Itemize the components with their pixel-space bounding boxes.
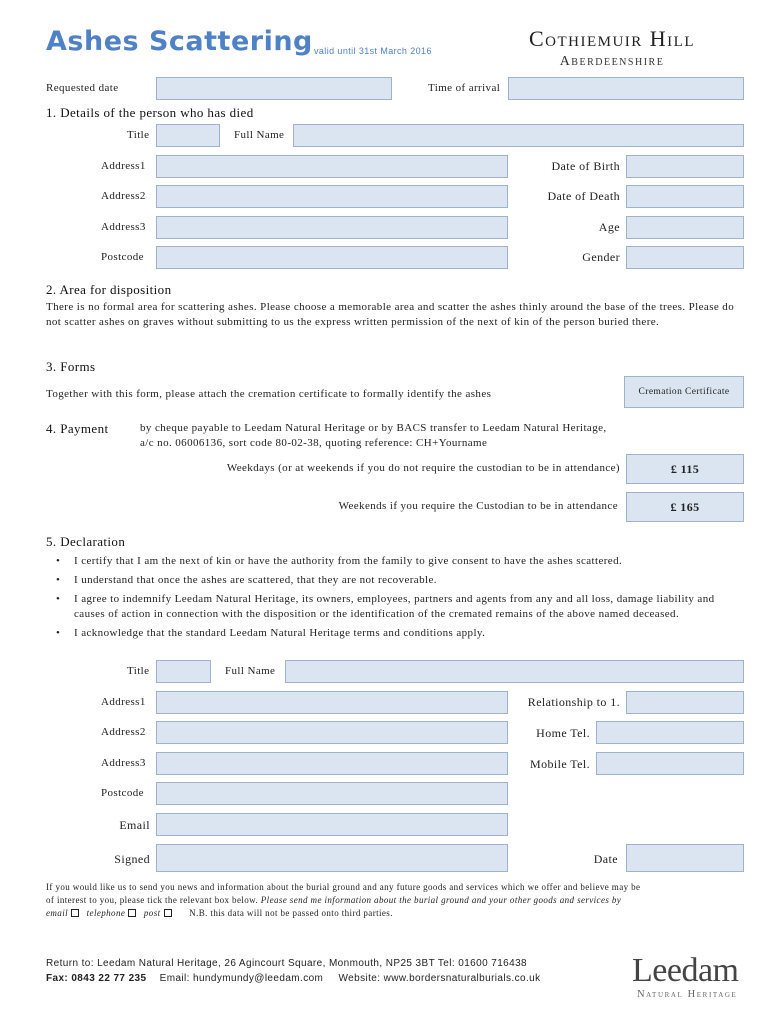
site-region: Aberdeenshire: [559, 54, 665, 69]
telephone-option-label: telephone: [86, 908, 126, 918]
relationship-field[interactable]: [626, 691, 744, 714]
deceased-address2-label: Address2: [101, 190, 146, 202]
deceased-postcode-label: Postcode: [101, 251, 144, 263]
time-of-arrival-field[interactable]: [508, 77, 744, 100]
return-address: Return to: Leedam Natural Heritage, 26 Agincourt Square, Monmouth, NP25 3BT Tel: 01600 716438: [46, 958, 527, 969]
relationship-label: Relationship to 1.: [527, 695, 620, 709]
deceased-postcode-field[interactable]: [156, 246, 508, 269]
declaration-item: • I acknowledge that the standard Leedam Natural Heritage terms and conditions apply.: [56, 627, 486, 639]
site-name: Cothiemuir Hill: [528, 26, 696, 51]
section4-heading: 4. Payment: [46, 421, 109, 436]
date-label: Date: [593, 852, 618, 866]
footer-contacts: [46, 973, 541, 984]
payment-line2: a/c no. 06006136, sort code 80-02-38, quoting reference: CH+Yourname: [140, 437, 488, 449]
declaration-list: [52, 554, 742, 645]
applicant-address1-label: Address1: [101, 696, 146, 708]
post-option-label: post: [143, 908, 161, 918]
dod-label: Date of Death: [547, 189, 620, 203]
requested-date-field[interactable]: [156, 77, 392, 100]
valid-until: valid until 31st March 2016: [314, 46, 432, 56]
applicant-address1-field[interactable]: [156, 691, 508, 714]
section2-text: There is no formal area for scattering ashes. Please choose a memorable area and scatter the ashes thinly around the base of the trees. Please do not scatter ashes on graves without submitting to us the express written permission of the next of kin of the person buried there.: [46, 301, 735, 328]
mobile-tel-label: Mobile Tel.: [530, 757, 590, 771]
gender-label: Gender: [582, 250, 620, 264]
applicant-fullname-label: Full Name: [225, 665, 276, 677]
applicant-title-label: Title: [127, 665, 150, 677]
marketing-options: [46, 907, 736, 920]
mobile-tel-field[interactable]: [596, 752, 744, 775]
form-title: Ashes Scattering: [46, 26, 313, 57]
weekend-price[interactable]: £ 165: [626, 492, 744, 522]
deceased-address1-label: Address1: [101, 160, 146, 172]
email-option-label: email: [46, 908, 68, 918]
section1-heading: 1. Details of the person who has died: [46, 105, 254, 120]
leedam-logo-subtitle: Natural Heritage: [637, 989, 738, 1000]
deceased-address3-label: Address3: [101, 221, 146, 233]
gender-field[interactable]: [626, 246, 744, 269]
telephone-checkbox[interactable]: [128, 909, 136, 917]
deceased-fullname-label: Full Name: [234, 129, 285, 141]
website[interactable]: Website: www.bordersnaturalburials.co.uk: [338, 973, 541, 984]
deceased-address1-field[interactable]: [156, 155, 508, 178]
home-tel-field[interactable]: [596, 721, 744, 744]
cremation-certificate-box[interactable]: Cremation Certificate: [624, 376, 744, 408]
marketing-line2: of interest to you, please tick the relevant box below. Please send me information about the burial ground and your other goods and services by: [46, 895, 622, 905]
applicant-title-field[interactable]: [156, 660, 211, 683]
dob-field[interactable]: [626, 155, 744, 178]
signature-field[interactable]: [156, 844, 508, 872]
marketing-request-text: Please send me information about the burial ground and your other goods and services by: [260, 895, 622, 905]
weekday-label: Weekdays (or at weekends if you do not require the custodian to be in attendance): [226, 462, 620, 474]
applicant-address2-field[interactable]: [156, 721, 508, 744]
deceased-title-label: Title: [127, 129, 150, 141]
section2-heading: 2. Area for disposition: [46, 282, 172, 297]
applicant-fullname-field[interactable]: [285, 660, 744, 683]
requested-date-label: Requested date: [46, 82, 119, 94]
weekend-label: Weekends if you require the Custodian to be in attendance: [338, 500, 618, 512]
contact-email[interactable]: Email: hundymundy@leedam.com: [159, 973, 324, 984]
declaration-item: • I certify that I am the next of kin or have the authority from the family to give consent to have the ashes scattered.: [56, 555, 623, 567]
age-field[interactable]: [626, 216, 744, 239]
email-label: Email: [119, 818, 150, 832]
applicant-address3-label: Address3: [101, 757, 146, 769]
leedam-logo: Leedam: [632, 952, 739, 989]
declaration-item: • I understand that once the ashes are scattered, that they are not recoverable.: [56, 574, 437, 586]
data-note: N.B. this data will not be passed onto third parties.: [189, 908, 393, 918]
email-field[interactable]: [156, 813, 508, 836]
declaration-item: • I agree to indemnify Leedam Natural Heritage, its owners, employees, partners and agents from any and all loss, damage liability and causes of action in connection with the disposition or the identification of the cremated remains of the above named deceased.: [56, 593, 715, 620]
dob-label: Date of Birth: [551, 159, 620, 173]
signed-label: Signed: [114, 852, 150, 866]
deceased-title-field[interactable]: [156, 124, 220, 147]
deceased-fullname-field[interactable]: [293, 124, 744, 147]
post-checkbox[interactable]: [164, 909, 172, 917]
date-field[interactable]: [626, 844, 744, 872]
payment-line1: by cheque payable to Leedam Natural Heritage or by BACS transfer to Leedam Natural Heritage,: [140, 422, 607, 434]
marketing-line1: If you would like us to send you news and information about the burial ground and any future goods and services which we offer and believe may be: [46, 882, 641, 892]
section3-text: Together with this form, please attach the cremation certificate to formally identify the ashes: [46, 388, 492, 400]
fax-number: Fax: 0843 22 77 235: [46, 973, 147, 984]
time-of-arrival-label: Time of arrival: [428, 82, 501, 94]
deceased-address2-field[interactable]: [156, 185, 508, 208]
section3-heading: 3. Forms: [46, 359, 96, 374]
applicant-address2-label: Address2: [101, 726, 146, 738]
dod-field[interactable]: [626, 185, 744, 208]
home-tel-label: Home Tel.: [536, 726, 590, 740]
applicant-postcode-field[interactable]: [156, 782, 508, 805]
email-checkbox[interactable]: [71, 909, 79, 917]
section5-heading: 5. Declaration: [46, 534, 126, 549]
applicant-address3-field[interactable]: [156, 752, 508, 775]
applicant-postcode-label: Postcode: [101, 787, 144, 799]
age-label: Age: [598, 220, 620, 234]
weekday-price[interactable]: £ 115: [626, 454, 744, 484]
deceased-address3-field[interactable]: [156, 216, 508, 239]
